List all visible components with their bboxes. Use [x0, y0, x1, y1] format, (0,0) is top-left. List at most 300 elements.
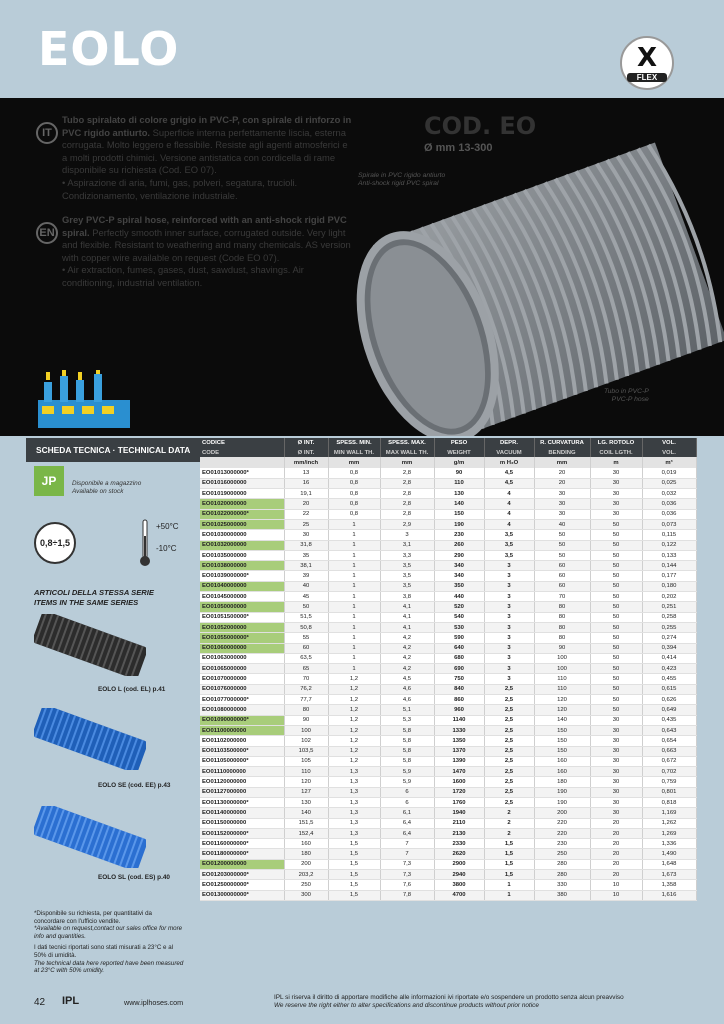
table-cell: 90: [284, 715, 328, 725]
table-row: [200, 550, 696, 560]
table-cell: 380: [534, 890, 590, 900]
table-cell: 0,177: [642, 571, 696, 581]
table-cell: EO01070000000: [200, 674, 284, 684]
table-cell: 440: [434, 592, 484, 602]
hose-eolo-se-label: EOLO SE (cod. EE) p.43: [98, 782, 171, 789]
hose-eolo-l-label: EOLO L (cod. EL) p.41: [98, 686, 166, 693]
table-cell: 103,5: [284, 746, 328, 756]
table-cell: 20: [590, 839, 642, 849]
badge-letter: X: [636, 43, 658, 73]
table-cell: EO01127000000: [200, 787, 284, 797]
table-cell: 2110: [434, 818, 484, 828]
table-row: [200, 890, 696, 900]
xflex-badge: [620, 36, 674, 90]
table-cell: 3,8: [380, 592, 434, 602]
table-cell: 90: [534, 643, 590, 653]
table-header-cell: mm/inch: [284, 457, 328, 468]
table-cell: 0,414: [642, 653, 696, 663]
table-header-cell: SPESS. MIN.: [328, 438, 380, 448]
table-cell: 10: [590, 880, 642, 890]
table-cell: 1,2: [328, 684, 380, 694]
table-cell: EO01080000000: [200, 705, 284, 715]
table-header-cell: VOL.: [642, 448, 696, 457]
table-cell: 2,8: [380, 499, 434, 509]
table-cell: EO01203000000*: [200, 870, 284, 880]
table-cell: EO01160000000*: [200, 839, 284, 849]
table-cell: EO01180000000*: [200, 849, 284, 859]
table-cell: EO01030000000: [200, 530, 284, 540]
table-cell: 7,3: [380, 870, 434, 880]
table-cell: 77,7: [284, 695, 328, 705]
table-cell: 0,144: [642, 561, 696, 571]
table-cell: 160: [534, 767, 590, 777]
table-cell: 4: [484, 519, 534, 529]
table-row: [200, 643, 696, 653]
website-link[interactable]: www.iplhoses.com: [124, 998, 184, 1007]
table-header-cell: CODE: [200, 448, 284, 457]
table-cell: 1: [328, 664, 380, 674]
table-cell: 1,3: [328, 808, 380, 818]
hose-eolo-sl-image: [34, 806, 146, 868]
table-cell: 30: [590, 509, 642, 519]
table-header-cell: R. CURVATURA: [534, 438, 590, 448]
table-cell: 1,3: [328, 798, 380, 808]
table-cell: 4: [484, 499, 534, 509]
table-cell: 1470: [434, 767, 484, 777]
table-cell: 0,672: [642, 756, 696, 766]
table-cell: EO01040000000: [200, 581, 284, 591]
table-cell: EO01063000000: [200, 653, 284, 663]
table-cell: 6: [380, 787, 434, 797]
table-cell: 20: [590, 818, 642, 828]
table-header-cell: MIN WALL TH.: [328, 448, 380, 457]
table-header-cell: DEPR.: [484, 438, 534, 448]
table-cell: 2,5: [484, 705, 534, 715]
table-cell: 2130: [434, 828, 484, 838]
table-cell: 30: [534, 499, 590, 509]
table-cell: 7,3: [380, 859, 434, 869]
table-cell: EO01090000000*: [200, 715, 284, 725]
table-cell: 50: [590, 581, 642, 591]
table-header-cell: LG. ROTOLO: [590, 438, 642, 448]
table-header-cell: mm: [328, 457, 380, 468]
table-header-cell: Ø INT.: [284, 438, 328, 448]
table-cell: 1370: [434, 746, 484, 756]
table-header-cell: [200, 457, 284, 468]
table-cell: EO01300000000*: [200, 890, 284, 900]
table-cell: 140: [434, 499, 484, 509]
table-cell: 3,5: [484, 530, 534, 540]
table-cell: 50,8: [284, 622, 328, 632]
table-cell: 2,5: [484, 736, 534, 746]
table-cell: 290: [434, 550, 484, 560]
table-cell: 4,1: [380, 602, 434, 612]
tech-note-en: The technical data here reported have been measured at 23°C with 50% umidity.: [34, 959, 184, 975]
table-cell: 1,5: [484, 870, 534, 880]
table-cell: 4: [484, 509, 534, 519]
table-header-cell: g/m: [434, 457, 484, 468]
table-cell: 22: [284, 509, 328, 519]
table-cell: 0,8: [328, 489, 380, 499]
table-cell: 30: [590, 715, 642, 725]
table-cell: 3,3: [380, 550, 434, 560]
table-cell: 0,133: [642, 550, 696, 560]
table-header-cell: mm: [534, 457, 590, 468]
table-cell: 100: [284, 725, 328, 735]
table-cell: 3: [484, 633, 534, 643]
table-cell: 1: [328, 581, 380, 591]
table-cell: 30: [590, 746, 642, 756]
table-cell: 105: [284, 756, 328, 766]
table-cell: 1,3: [328, 828, 380, 838]
table-cell: 1940: [434, 808, 484, 818]
jp-stock-text: Disponibile a magazzino Available on stock: [72, 480, 142, 495]
description-it: [62, 114, 354, 202]
table-cell: 3: [484, 622, 534, 632]
table-cell: 1,269: [642, 828, 696, 838]
table-row: [200, 581, 696, 591]
table-row: [200, 870, 696, 880]
table-header-cell: SPESS. MAX.: [380, 438, 434, 448]
table-cell: 1,2: [328, 674, 380, 684]
table-cell: 80: [534, 622, 590, 632]
table-cell: 1720: [434, 787, 484, 797]
table-cell: EO01022000000*: [200, 509, 284, 519]
table-cell: 6,4: [380, 828, 434, 838]
table-cell: 120: [534, 705, 590, 715]
table-row: [200, 777, 696, 787]
table-cell: 3,1: [380, 540, 434, 550]
table-cell: 1: [484, 890, 534, 900]
table-cell: EO01120000000: [200, 777, 284, 787]
footnote-en: *Available on request,contact our sales office for more info and quantities.: [34, 925, 183, 940]
table-cell: 2,5: [484, 787, 534, 797]
table-header-it: [200, 438, 696, 448]
table-cell: EO01038000000: [200, 561, 284, 571]
table-cell: 152,4: [284, 828, 328, 838]
table-cell: 35: [284, 550, 328, 560]
table-cell: 2,5: [484, 746, 534, 756]
table-cell: 0,274: [642, 633, 696, 643]
table-cell: 60: [284, 643, 328, 653]
table-cell: 130: [434, 489, 484, 499]
table-cell: EO01052000000: [200, 622, 284, 632]
table-cell: 0,759: [642, 777, 696, 787]
table-cell: 4,2: [380, 664, 434, 674]
table-cell: 4,1: [380, 612, 434, 622]
table-cell: 7,6: [380, 880, 434, 890]
table-cell: 50: [590, 550, 642, 560]
table-cell: 1: [328, 571, 380, 581]
table-cell: 1,3: [328, 818, 380, 828]
table-cell: 2: [484, 828, 534, 838]
table-cell: 80: [284, 705, 328, 715]
table-cell: 30: [590, 478, 642, 488]
table-cell: 1: [328, 612, 380, 622]
table-cell: 60: [534, 581, 590, 591]
product-code: COD. EO: [424, 112, 537, 140]
table-cell: 0,032: [642, 489, 696, 499]
table-cell: 50: [590, 530, 642, 540]
table-cell: 1330: [434, 725, 484, 735]
table-row: [200, 715, 696, 725]
table-cell: 1,490: [642, 849, 696, 859]
table-cell: 3: [484, 664, 534, 674]
table-cell: 300: [284, 890, 328, 900]
table-cell: 1,5: [484, 839, 534, 849]
table-cell: 80: [534, 633, 590, 643]
table-row: [200, 540, 696, 550]
logo-text: IPL: [62, 995, 80, 1007]
table-cell: 1,3: [328, 787, 380, 797]
table-header-units: [200, 457, 696, 468]
table-cell: 0,801: [642, 787, 696, 797]
table-cell: 1,2: [328, 725, 380, 735]
table-cell: 2,5: [484, 767, 534, 777]
table-cell: 1140: [434, 715, 484, 725]
table-cell: 5,9: [380, 767, 434, 777]
table-cell: 100: [534, 664, 590, 674]
bend-radius-badge: 0,8÷1,5: [34, 522, 76, 564]
table-cell: 76,2: [284, 684, 328, 694]
table-cell: EO01140000000: [200, 808, 284, 818]
table-cell: 160: [534, 756, 590, 766]
spiral-note: Spirale in PVC rigido antiurto Anti-shock rigid PVC spiral: [358, 172, 446, 187]
table-cell: 50: [590, 653, 642, 663]
table-cell: 5,1: [380, 705, 434, 715]
table-cell: EO01060000000: [200, 643, 284, 653]
table-cell: 39: [284, 571, 328, 581]
table-cell: 1,5: [484, 859, 534, 869]
table-row: [200, 725, 696, 735]
table-cell: 20: [590, 828, 642, 838]
table-cell: 200: [284, 859, 328, 869]
table-cell: 1,336: [642, 839, 696, 849]
table-header-cell: m H₂O: [484, 457, 534, 468]
table-cell: 2,8: [380, 478, 434, 488]
factory-icon: [32, 370, 136, 432]
table-cell: 1,673: [642, 870, 696, 880]
table-cell: 40: [534, 519, 590, 529]
table-row: [200, 592, 696, 602]
table-cell: 1,5: [328, 849, 380, 859]
table-header-cell: mm: [380, 457, 434, 468]
table-cell: 0,654: [642, 736, 696, 746]
table-cell: 50: [590, 664, 642, 674]
table-row: [200, 684, 696, 694]
table-cell: 150: [534, 725, 590, 735]
table-cell: 2,5: [484, 756, 534, 766]
table-cell: EO01055000000*: [200, 633, 284, 643]
table-cell: 90: [434, 468, 484, 478]
table-cell: 640: [434, 643, 484, 653]
table-cell: 680: [434, 653, 484, 663]
table-cell: 4,5: [484, 468, 534, 478]
table-row: [200, 612, 696, 622]
table-cell: 45: [284, 592, 328, 602]
table-cell: 4,5: [484, 478, 534, 488]
table-cell: 0,202: [642, 592, 696, 602]
table-row: [200, 653, 696, 663]
table-cell: 50: [590, 633, 642, 643]
table-cell: 1: [328, 653, 380, 663]
table-cell: 3: [484, 592, 534, 602]
table-cell: 180: [534, 777, 590, 787]
table-cell: 160: [284, 839, 328, 849]
table-row: [200, 561, 696, 571]
page-title: EOLO: [38, 22, 180, 76]
table-cell: 220: [534, 818, 590, 828]
table-cell: 2,5: [484, 725, 534, 735]
table-cell: 140: [534, 715, 590, 725]
table-row: [200, 859, 696, 869]
table-cell: 0,643: [642, 725, 696, 735]
table-row: [200, 695, 696, 705]
table-cell: 0,251: [642, 602, 696, 612]
diameter-range: Ø mm 13-300: [424, 142, 493, 154]
table-cell: 7: [380, 839, 434, 849]
table-cell: 5,9: [380, 777, 434, 787]
table-cell: 1: [328, 592, 380, 602]
table-cell: 7: [380, 849, 434, 859]
table-cell: 50: [590, 540, 642, 550]
table-cell: 3: [380, 530, 434, 540]
thermometer-icon: [140, 518, 150, 568]
table-cell: 1390: [434, 756, 484, 766]
table-row: [200, 478, 696, 488]
table-cell: EO01013000000*: [200, 468, 284, 478]
table-header-cell: m: [590, 457, 642, 468]
table-cell: 0,073: [642, 519, 696, 529]
table-cell: 250: [534, 849, 590, 859]
table-cell: 0,019: [642, 468, 696, 478]
table-cell: 330: [534, 880, 590, 890]
table-cell: 0,423: [642, 664, 696, 674]
table-cell: 40: [284, 581, 328, 591]
table-cell: 1,2: [328, 756, 380, 766]
table-cell: 1,262: [642, 818, 696, 828]
table-cell: 1,3: [328, 767, 380, 777]
table-cell: EO01045000000: [200, 592, 284, 602]
table-cell: 50: [534, 540, 590, 550]
table-cell: 2: [484, 808, 534, 818]
table-cell: EO01200000000: [200, 859, 284, 869]
tech-sidebar: [26, 438, 200, 462]
table-cell: 3: [484, 643, 534, 653]
table-cell: 30: [590, 468, 642, 478]
table-cell: 2,5: [484, 777, 534, 787]
description-en: [62, 214, 354, 290]
table-row: [200, 633, 696, 643]
table-cell: 1,5: [484, 849, 534, 859]
table-cell: 4,2: [380, 653, 434, 663]
table-cell: 30: [534, 509, 590, 519]
table-cell: 110: [534, 684, 590, 694]
table-cell: 590: [434, 633, 484, 643]
table-cell: 0,180: [642, 581, 696, 591]
table-cell: 0,258: [642, 612, 696, 622]
table-cell: 50: [534, 530, 590, 540]
table-cell: 4,2: [380, 633, 434, 643]
table-cell: 280: [534, 859, 590, 869]
table-header-cell: MAX WALL TH.: [380, 448, 434, 457]
table-cell: 3: [484, 571, 534, 581]
table-cell: 50: [590, 571, 642, 581]
table-cell: 3: [484, 602, 534, 612]
table-cell: 1,5: [328, 880, 380, 890]
table-cell: 750: [434, 674, 484, 684]
table-cell: 230: [534, 839, 590, 849]
table-cell: 0,615: [642, 684, 696, 694]
table-cell: 0,649: [642, 705, 696, 715]
table-cell: 120: [534, 695, 590, 705]
table-cell: 5,8: [380, 725, 434, 735]
table-cell: 340: [434, 571, 484, 581]
table-cell: 50: [590, 674, 642, 684]
table-cell: 1,5: [328, 870, 380, 880]
table-cell: 0,8: [328, 468, 380, 478]
footnotes: [34, 910, 184, 975]
table-cell: 3: [484, 612, 534, 622]
table-cell: 1,358: [642, 880, 696, 890]
table-cell: 1: [484, 880, 534, 890]
table-cell: 60: [534, 571, 590, 581]
table-cell: EO01025000000: [200, 519, 284, 529]
table-cell: 530: [434, 622, 484, 632]
table-cell: 190: [534, 798, 590, 808]
table-cell: 1: [328, 643, 380, 653]
table-cell: 1: [328, 530, 380, 540]
table-cell: 4: [484, 489, 534, 499]
table-cell: 190: [434, 519, 484, 529]
table-cell: 0,036: [642, 499, 696, 509]
table-cell: 50: [590, 684, 642, 694]
table-cell: 4700: [434, 890, 484, 900]
table-cell: EO01020000000: [200, 499, 284, 509]
table-cell: 3: [484, 674, 534, 684]
table-row: [200, 756, 696, 766]
table-cell: 3,5: [380, 571, 434, 581]
table-row: [200, 767, 696, 777]
table-row: [200, 798, 696, 808]
table-cell: 690: [434, 664, 484, 674]
table-row: [200, 664, 696, 674]
table-cell: 20: [590, 870, 642, 880]
table-cell: 110: [284, 767, 328, 777]
table-cell: 150: [434, 509, 484, 519]
table-cell: EO01250000000*: [200, 880, 284, 890]
description-en-bold: Grey PVC-P spiral hose, reinforced with an anti-shock rigid PVC spiral.: [62, 214, 347, 238]
table-cell: 80: [534, 602, 590, 612]
table-row: [200, 828, 696, 838]
table-cell: EO01152000000*: [200, 828, 284, 838]
table-header-cell: m³: [642, 457, 696, 468]
table-cell: 0,818: [642, 798, 696, 808]
table-row: [200, 839, 696, 849]
table-cell: EO01050000000: [200, 602, 284, 612]
table-cell: 63,5: [284, 653, 328, 663]
table-cell: 70: [284, 674, 328, 684]
table-cell: 30: [590, 499, 642, 509]
table-cell: 0,8: [328, 509, 380, 519]
table-cell: 0,8: [328, 478, 380, 488]
table-cell: 30: [590, 777, 642, 787]
table-cell: EO01150000000: [200, 818, 284, 828]
table-cell: 3: [484, 581, 534, 591]
table-row: [200, 808, 696, 818]
table-cell: 0,255: [642, 622, 696, 632]
table-cell: 70: [534, 592, 590, 602]
